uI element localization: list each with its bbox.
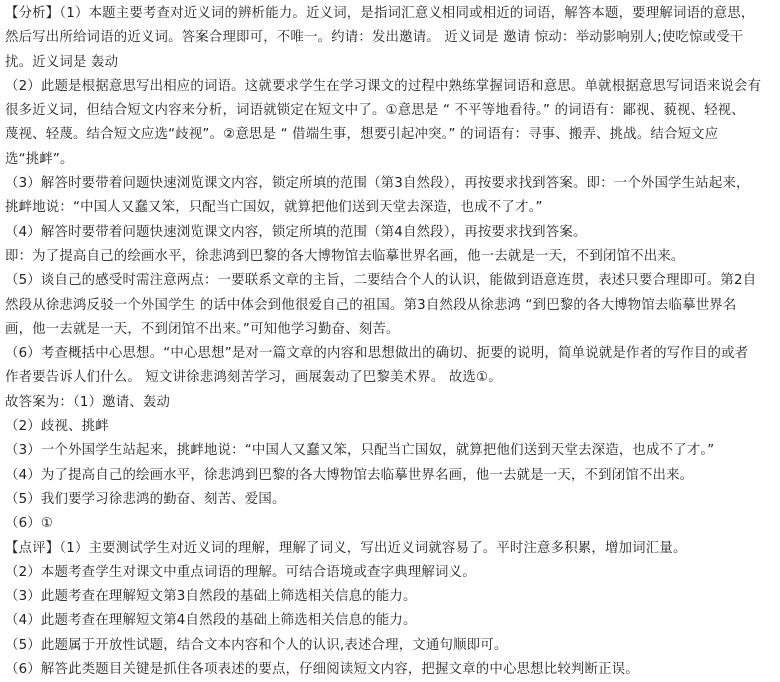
answer-line: （5）我们要学习徐悲鸿的勤奋、刻苦、爱国。 (5, 491, 286, 507)
text-line: 【分析】（1）本题主要考查对近义词的辨析能力。近义词，是指词汇意义相同或相近的词语，解答本题，要理解词语的意思， (5, 6, 755, 21)
text-line: （2）此题是根据意思写出相应的词语。这就要求学生在学习课文的过程中熟练掌握词语和意思。单就根据意思写词语来说会有 (5, 78, 762, 94)
comment-line: （6）解答此类题目关键是抓住各项表述的要点，仔细阅读短文内容，把握文章的中心思想比较判断正误。 (5, 662, 639, 678)
answer-line: （6）① (5, 516, 54, 532)
text-line: （5）谈自己的感受时需注意两点：一要联系文章的主旨，二要结合个人的认识，能做到语意连贯，表述只要合理即可。第2自 (5, 273, 757, 289)
text-line: 作者要告诉人们什么。 短文讲徐悲鸿刻苦学习，画展轰动了巴黎美术界。 故选①。 (5, 370, 502, 386)
text-line: （6）考查概括中心思想。“中心思想”是对一篇文章的内容和思想做出的确切、扼要的说明，简单说就是作者的写作目的或者 (5, 346, 749, 362)
text-line: 然段从徐悲鸿反驳一个外国学生 的话中体会到他很爱自己的祖国。第3自然段从徐悲鸿 “到巴黎的各大博物馆去临摹世界名 (5, 297, 737, 313)
text-line: 画，他一去就是一天，不到闭馆不出来。”可知他学习勤奋、刻苦。 (5, 321, 400, 337)
text-line: （4）解答时要带着问题快速浏览课文内容，锁定所填的范围（第4自然段），再按要求找到答案。 (5, 224, 587, 240)
text-line: 蔑视、轻蔑。结合短文应选“歧视”。②意思是 “ 借端生事，想要引起冲突。” 的词语有：寻事、搬弄、挑战。结合短文应 (5, 127, 719, 143)
text-line: 很多近义词，但结合短文内容来分析，词语就锁定在短文中了。①意思是 “ 不平等地看待。” 的词语有：鄙视、藐视、轻视、 (5, 103, 745, 119)
text-line: 扰。近义词是 轰动 (5, 54, 119, 70)
comment-line: （2）本题考查学生对课文中重点词语的理解。可结合语境或查字典理解词义。 (5, 564, 476, 580)
answer-line: （3）一个外国学生站起来，挑衅地说：“中国人又蠢又笨，只配当亡国奴，就算把他们送到天堂去深造，也成不了才。” (5, 443, 715, 459)
answer-line: （2）歧视、挑衅 (5, 419, 109, 435)
comment-line: （5）此题属于开放性试题，结合文本内容和个人的认识,表述合理，文通句顺即可。 (5, 637, 508, 653)
answer-line: （4）为了提高自己的绘画水平，徐悲鸿到巴黎的各大博物馆去临摹世界名画，他一去就是一天，不到闭馆不出来。 (5, 467, 694, 483)
text-line: 挑衅地说：“中国人又蠢又笨，只配当亡国奴，就算把他们送到天堂去深造，也成不了才。” (5, 200, 543, 216)
text-line: 即：为了提高自己的绘画水平，徐悲鸿到巴黎的各大博物馆去临摹世界名画，他一去就是一天，不到闭馆不出来。 (5, 248, 685, 264)
comment-line: 【点评】（1）主要测试学生对近义词的理解，理解了词义，写出近义词就容易了。平时注意多积累，增加词汇量。 (5, 540, 687, 556)
comment-line: （4）此题考查在理解短文第4自然段的基础上筛选相关信息的能力。 (5, 613, 417, 629)
comment-line: （3）此题考查在理解短文第3自然段的基础上筛选相关信息的能力。 (5, 589, 417, 605)
text-line: 然后写出所给词语的近义词。答案合理即可，不唯一。约请：发出邀请。 近义词是 邀请 惊动：举动影响别人;使吃惊或受干 (5, 30, 744, 46)
text-line: 选“挑衅”。 (5, 151, 74, 167)
text-line: （3）解答时要带着问题快速浏览课文内容，锁定所填的范围（第3自然段），再按要求找到答案。即：一个外国学生站起来， (5, 176, 750, 192)
answer-line: 故答案为：（1）邀请、轰动 (5, 394, 171, 410)
